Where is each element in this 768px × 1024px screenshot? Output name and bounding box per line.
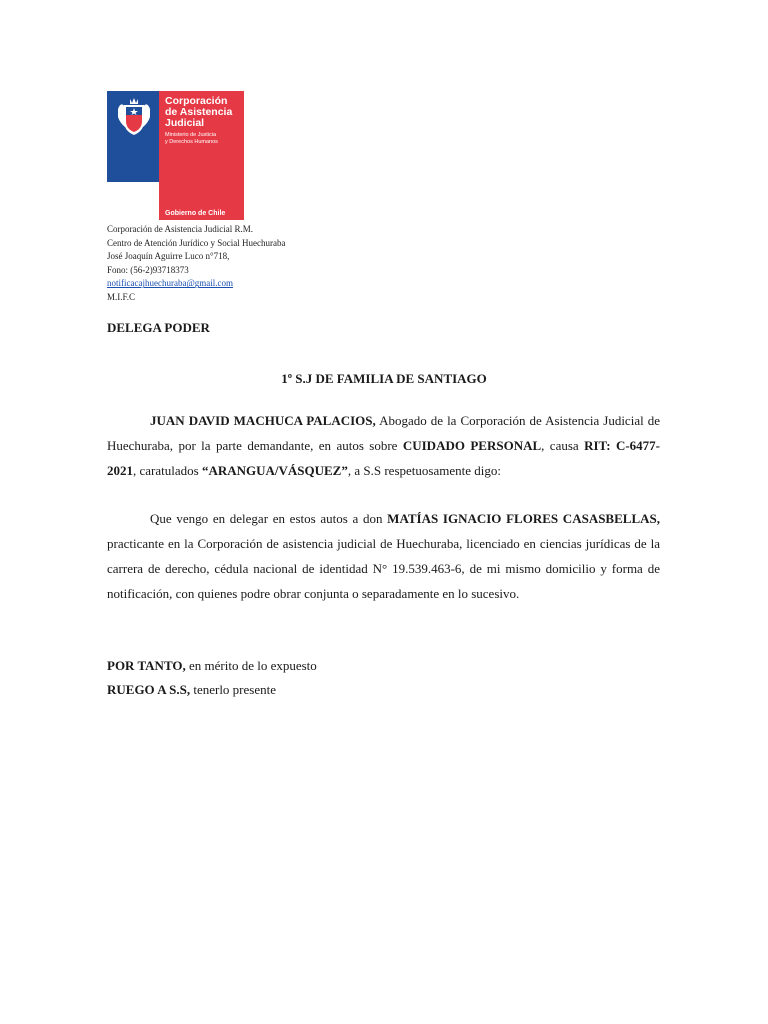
header-initials: M.I.F.C bbox=[107, 291, 136, 302]
institution-logo bbox=[107, 91, 244, 220]
logo-government: Gobierno de Chile bbox=[165, 210, 226, 217]
paragraph-delegation: Que vengo en delegar en estos autos a don MATÍAS IGNACIO FLORES CASASBELLAS, practicante en la Corporación de asistencia judicial de Huechuraba, licenciado en ciencias jurídicas de la carrera de derecho, cédula nacional de identidad N° 19.539.463-6, de mi mismo domicilio y forma de notificación, con quienes podre obrar conjunta o separadamente en lo sucesivo. bbox=[107, 511, 660, 601]
logo-org-name: Corporación de Asistencia Judicial bbox=[165, 95, 233, 129]
case-matter: CUIDADO PERSONAL bbox=[402, 438, 542, 453]
paragraph-appearance: JUAN DAVID MACHUCA PALACIOS, Abogado de la Corporación de Asistencia Judicial de Huechuraba, por la parte demandante, en autos sobre CUIDADO PERSONAL, causa RIT: C-6477-2021, caratulados “ARANGUA/VÁSQUEZ”, a S.S respetuosamente digo: bbox=[107, 413, 661, 478]
logo-blue-panel bbox=[107, 91, 159, 220]
closing-ruego: RUEGO A S.S, tenerlo presente bbox=[107, 682, 276, 697]
case-rit: RIT: C-6477-2021 bbox=[107, 438, 661, 478]
header-line-center: Centro de Atención Jurídico y Social Huechuraba bbox=[107, 237, 286, 248]
header-line-address: José Joaquín Aguirre Luco n°718, bbox=[107, 251, 230, 262]
closing-por-tanto: POR TANTO, en mérito de lo expuesto bbox=[107, 658, 317, 673]
header-email-link[interactable]: notificacajhuechuraba@gmail.com bbox=[107, 278, 233, 289]
chile-coat-of-arms-icon bbox=[114, 97, 154, 139]
attorney-name: JUAN DAVID MACHUCA PALACIOS, bbox=[150, 413, 376, 428]
header-line-org: Corporación de Asistencia Judicial R.M. bbox=[107, 224, 253, 234]
header-line-phone: Fono: (56-2)93718373 bbox=[107, 264, 189, 275]
delegate-name: MATÍAS IGNACIO FLORES CASASBELLAS, bbox=[387, 511, 660, 526]
court-name: 1º S.J DE FAMILIA DE SANTIAGO bbox=[281, 371, 487, 386]
logo-text bbox=[165, 96, 232, 145]
logo-red-panel bbox=[159, 91, 244, 220]
logo-white-band bbox=[107, 182, 159, 220]
letterhead bbox=[107, 223, 285, 305]
case-caption: “ARANGUA/VÁSQUEZ” bbox=[201, 463, 348, 478]
logo-ministry: Ministerio de Justicia y Derechos Humanos bbox=[165, 132, 218, 145]
document-title: DELEGA PODER bbox=[107, 320, 210, 335]
